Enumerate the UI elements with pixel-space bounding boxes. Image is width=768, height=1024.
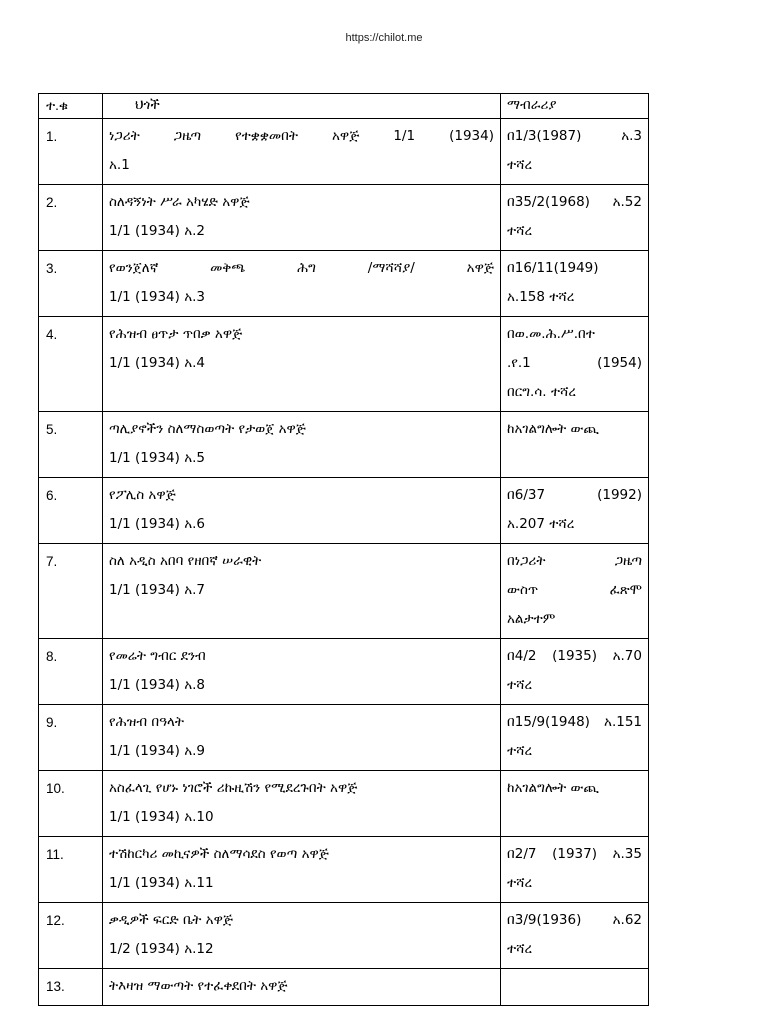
remark-cell [501, 639, 649, 705]
table-row [39, 317, 649, 412]
remark-line: በ4/2 (1935) አ.70 [507, 648, 642, 664]
remark-line: ውስጥ ፈጽሞ [507, 582, 642, 598]
remark-line: በ1/3(1987) አ.3 [507, 128, 642, 144]
law-citation: 1/1 (1934) አ.7 [109, 582, 205, 598]
remark-cell [501, 119, 649, 185]
laws-table [38, 93, 649, 1006]
law-title: ስለ አዲስ አበባ የዘበኛ ሠራዊት [109, 553, 262, 569]
law-title: የፖሊስ አዋጅ [109, 487, 176, 503]
table-row [39, 969, 649, 1006]
row-number: 7. [39, 544, 103, 639]
remark-line: በርግ.ሳ. ተሻረ [507, 384, 576, 400]
law-title: የሕዝብ በዓላት [109, 714, 184, 730]
remark-line: ተሻረ [507, 223, 533, 239]
table-row [39, 412, 649, 478]
law-citation: 1/1 (1934) አ.9 [109, 743, 205, 759]
law-title: ቃዲዎች ፍርድ ቤት አዋጅ [109, 912, 233, 928]
table-row [39, 771, 649, 837]
law-title-cell [103, 119, 501, 185]
table-row [39, 903, 649, 969]
remark-line: በ16/11(1949) [507, 260, 599, 276]
law-title-cell [103, 317, 501, 412]
row-number: 13. [39, 969, 103, 1006]
remark-line: በ35/2(1968) አ.52 [507, 194, 642, 210]
law-citation: 1/1 (1934) አ.5 [109, 450, 205, 466]
law-title: ስለዳኝነት ሥራ አካሄድ አዋጅ [109, 194, 250, 210]
row-number: 12. [39, 903, 103, 969]
column-header-remarks: ማብራሪያ [501, 94, 649, 119]
remark-line: ተሻረ [507, 941, 533, 957]
law-title-cell [103, 837, 501, 903]
row-number: 2. [39, 185, 103, 251]
remark-line: በወ.መ.ሕ.ሥ.በተ [507, 326, 595, 342]
law-title-cell [103, 705, 501, 771]
remark-line: አልታተም [507, 611, 556, 627]
row-number: 10. [39, 771, 103, 837]
table-row [39, 251, 649, 317]
column-header-laws [103, 94, 501, 119]
remark-line: ከአገልግሎት ውጪ [507, 421, 599, 437]
table-row [39, 639, 649, 705]
law-title: የወንጀለኛ መቅጫ ሕግ /ማሻሻያ/ አዋጅ [109, 260, 494, 276]
row-number: 1. [39, 119, 103, 185]
law-citation: 1/1 (1934) አ.11 [109, 875, 214, 891]
law-title: አስፈላጊ የሆኑ ነገሮች ሪኩዚሽን የሚደረጉበት አዋጅ [109, 780, 358, 796]
law-title-cell [103, 412, 501, 478]
law-title: ትእዛዝ ማውጣት የተፈቀደበት አዋጅ [109, 978, 288, 994]
row-number: 5. [39, 412, 103, 478]
table-row [39, 119, 649, 185]
table-row [39, 478, 649, 544]
row-number: 11. [39, 837, 103, 903]
law-citation: 1/1 (1934) አ.4 [109, 355, 205, 371]
law-title: ነጋሪት ጋዜጣ የተቋቋመበት አዋጅ 1/1 (1934) [109, 128, 494, 144]
remark-cell [501, 837, 649, 903]
law-title: ጣሊያኖችን ስለማስወጣት የታወጀ አዋጅ [109, 421, 306, 437]
law-citation: 1/2 (1934) አ.12 [109, 941, 214, 957]
law-citation: አ.1 [109, 157, 130, 173]
law-title: የመሬት ግብር ደንብ [109, 648, 206, 664]
remark-line: አ.158 ተሻረ [507, 289, 575, 305]
remark-cell [501, 544, 649, 639]
remark-cell [501, 969, 649, 1006]
remark-cell [501, 705, 649, 771]
law-citation: 1/1 (1934) አ.6 [109, 516, 205, 532]
remark-line: በ3/9(1936) አ.62 [507, 912, 642, 928]
remark-line: በ6/37 (1992) [507, 487, 642, 503]
table-row [39, 837, 649, 903]
remark-line: ተሻረ [507, 157, 533, 173]
law-title-cell [103, 251, 501, 317]
row-number: 4. [39, 317, 103, 412]
law-title-cell [103, 771, 501, 837]
law-title-cell [103, 903, 501, 969]
law-title-cell [103, 544, 501, 639]
table-row [39, 185, 649, 251]
remark-cell [501, 251, 649, 317]
law-title-cell [103, 969, 501, 1006]
table-row [39, 705, 649, 771]
law-title-cell [103, 639, 501, 705]
table-row [39, 544, 649, 639]
remark-line: አ.207 ተሻረ [507, 516, 575, 532]
law-title: የሕዝብ ፀጥታ ጥበቃ አዋጅ [109, 326, 243, 342]
law-title-cell [103, 185, 501, 251]
remark-cell [501, 903, 649, 969]
column-header-number: ተ.ቁ [39, 94, 103, 119]
law-citation: 1/1 (1934) አ.8 [109, 677, 205, 693]
law-citation: 1/1 (1934) አ.10 [109, 809, 214, 825]
law-citation: 1/1 (1934) አ.3 [109, 289, 205, 305]
remark-line: በ15/9(1948) አ.151 [507, 714, 642, 730]
remark-line: ተሻረ [507, 743, 533, 759]
remark-line: .የ.1 (1954) [507, 355, 642, 371]
column-header-laws-label: ህጎች [135, 97, 160, 113]
remark-line: በነጋሪት ጋዜጣ [507, 553, 642, 569]
remark-cell [501, 185, 649, 251]
table-header-row [39, 94, 649, 119]
row-number: 6. [39, 478, 103, 544]
remark-cell [501, 771, 649, 837]
row-number: 3. [39, 251, 103, 317]
law-title: ተሽከርካሪ መኪናዎች ስለማሳደስ የወጣ አዋጅ [109, 846, 329, 862]
row-number: 8. [39, 639, 103, 705]
remark-line: ተሻረ [507, 875, 533, 891]
law-citation: 1/1 (1934) አ.2 [109, 223, 205, 239]
remark-cell [501, 478, 649, 544]
page-url: https://chilot.me [345, 32, 423, 44]
remark-cell [501, 412, 649, 478]
remark-line: ከአገልግሎት ውጪ [507, 780, 599, 796]
row-number: 9. [39, 705, 103, 771]
remark-cell [501, 317, 649, 412]
remark-line: በ2/7 (1937) አ.35 [507, 846, 642, 862]
remark-line: ተሻረ [507, 677, 533, 693]
law-title-cell [103, 478, 501, 544]
